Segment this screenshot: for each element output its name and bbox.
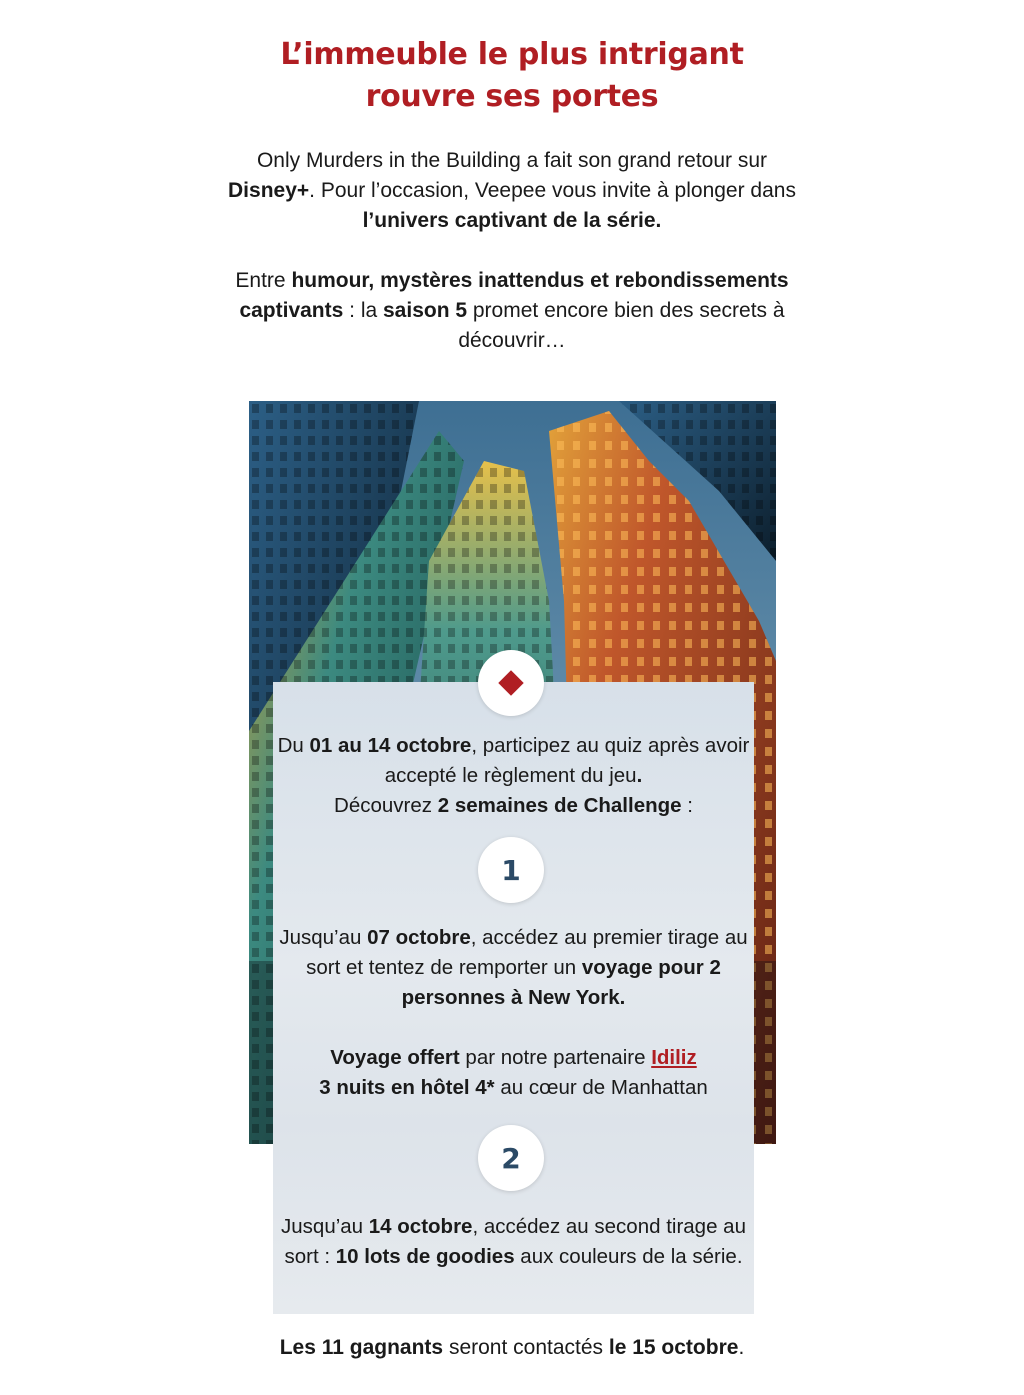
card-text-span: Jusqu’au bbox=[281, 1215, 369, 1238]
page-title bbox=[0, 34, 1024, 118]
challenge-intro bbox=[273, 731, 754, 821]
step-1-badge bbox=[478, 837, 544, 903]
step-1-number: 1 bbox=[501, 853, 521, 887]
card-text-span: Jusqu’au bbox=[279, 926, 368, 949]
step-1-paragraph-1 bbox=[273, 923, 754, 1013]
card-text-span: , accédez au second tirage au sort : bbox=[284, 1215, 746, 1268]
intro-text-span: . Pour l’occasion, Veepee vous invite à plonger dans bbox=[309, 179, 796, 202]
intro-text-span: : la bbox=[343, 299, 383, 322]
intro-bold-universe: l’univers captivant de la série. bbox=[362, 209, 662, 232]
idiliz-link[interactable]: Idiliz bbox=[651, 1046, 697, 1069]
card-bold-challenge: 2 semaines de Challenge bbox=[437, 794, 682, 817]
card-text-span: au cœur de Manhattan bbox=[494, 1076, 708, 1099]
card-text-span: , participez au quiz après avoir accepté le règlement du jeu bbox=[384, 734, 750, 787]
step-1-text bbox=[273, 923, 754, 1103]
card-text-span: Découvrez bbox=[334, 794, 438, 817]
card-text-span: Du bbox=[277, 734, 310, 757]
step-1-bold-date: 07 octobre bbox=[367, 926, 471, 949]
footer-text-span: . bbox=[738, 1336, 745, 1359]
intro-text-span: Only Murders in the Building a fait son grand retour sur bbox=[256, 149, 768, 172]
intro-bold-disney: Disney+ bbox=[228, 179, 310, 202]
intro-text-span: Entre bbox=[235, 269, 292, 292]
step-1-bold-trip: voyage pour 2 personnes à New York. bbox=[401, 956, 721, 1009]
step-2-text bbox=[273, 1212, 754, 1272]
challenge-intro-paragraph bbox=[273, 731, 754, 821]
footer-text-span: seront contactés bbox=[443, 1336, 609, 1359]
card-text-span: : bbox=[681, 794, 693, 817]
card-text-span: , accédez au premier tirage au sort et tentez de remporter un bbox=[306, 926, 748, 979]
intro-bold-humour: humour, mystères inattendus et rebondissements captivants bbox=[239, 269, 789, 322]
step-2-badge bbox=[478, 1125, 544, 1191]
card-text-span: par notre partenaire bbox=[459, 1046, 652, 1069]
intro-paragraph-1 bbox=[212, 146, 812, 236]
footer-bold-winners: Les 11 gagnants bbox=[279, 1336, 444, 1359]
step-1-bold-offer: Voyage offert bbox=[330, 1046, 460, 1069]
title-line-2: rouvre ses portes bbox=[365, 79, 659, 114]
card-bold-dates: 01 au 14 octobre bbox=[309, 734, 472, 757]
intro-paragraph-2 bbox=[212, 266, 812, 356]
winners-note bbox=[0, 1333, 1024, 1363]
step-1-bold-hotel: 3 nuits en hôtel 4* bbox=[319, 1076, 495, 1099]
step-1-paragraph-2 bbox=[273, 1043, 754, 1103]
card-bold-period: . bbox=[636, 764, 643, 787]
intro-text bbox=[212, 146, 812, 356]
diamond-badge bbox=[478, 650, 544, 716]
intro-text-span: promet encore bien des secrets à découvrir… bbox=[458, 299, 785, 352]
step-2-paragraph bbox=[273, 1212, 754, 1272]
step-2-number: 2 bbox=[501, 1141, 521, 1175]
intro-bold-season: saison 5 bbox=[383, 299, 468, 322]
step-2-bold-goodies: 10 lots de goodies bbox=[335, 1245, 515, 1268]
diamond-icon bbox=[498, 670, 523, 695]
step-2-bold-date: 14 octobre bbox=[368, 1215, 473, 1238]
card-text-span: aux couleurs de la série. bbox=[514, 1245, 743, 1268]
footer-bold-date: le 15 octobre bbox=[608, 1336, 739, 1359]
title-line-1: L’immeuble le plus intrigant bbox=[280, 37, 744, 72]
